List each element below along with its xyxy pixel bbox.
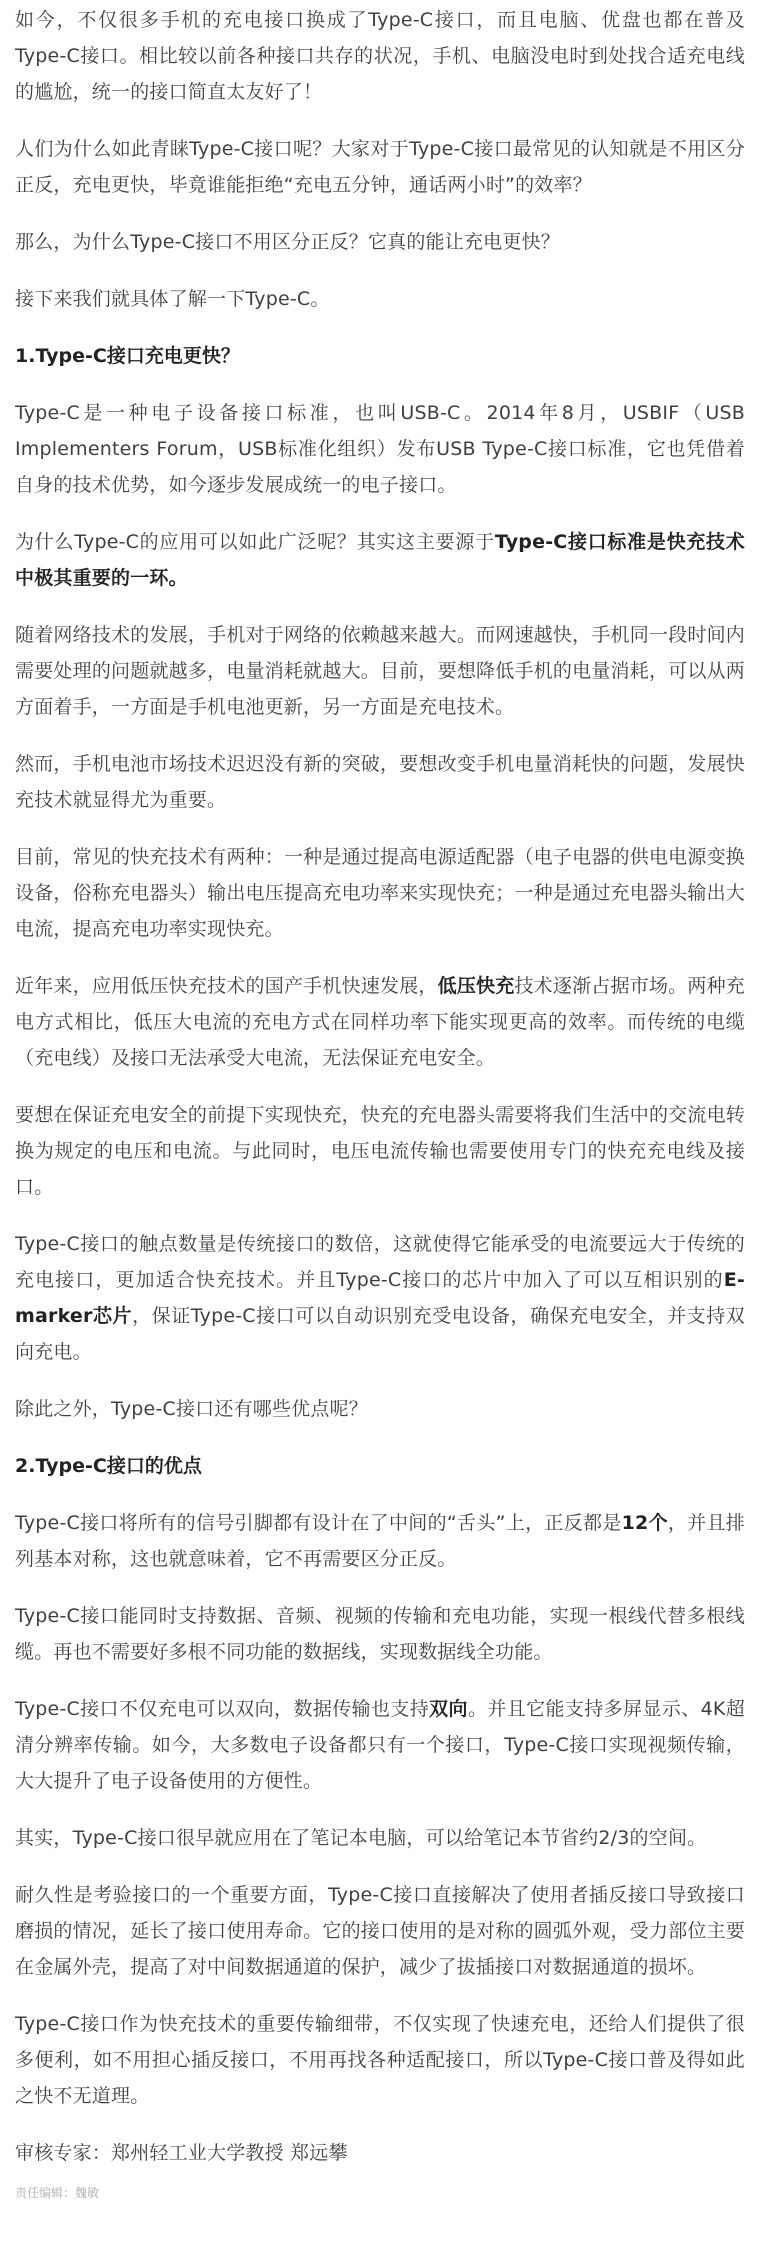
paragraph-symmetric-pins xyxy=(15,1505,745,1577)
text-span: 近年来，应用低压快充技术的国产手机快速发展， xyxy=(15,975,438,997)
paragraph-conclusion: Type-C接口作为快充技术的重要传输细带，不仅实现了快速充电，还给人们提供了很多便利，如不用担心插反接口，不用再找各种适配接口，所以Type-C接口普及得如此之快不无道理。 xyxy=(15,2013,745,2107)
paragraph-standard-intro: Type-C是一种电子设备接口标准，也叫USB-C。2014年8月，USBIF（USB Implementers Forum，USB标准化组织）发布USB Type-C接口标准，它也凭借着自身的技术优势，如今逐步发展成统一的电子接口。 xyxy=(15,402,745,496)
paragraph-low-voltage xyxy=(15,968,745,1076)
paragraph-why-widely-used xyxy=(15,524,745,596)
text-span: 技术逐渐占据市场。两种充电方式相比，低压大电流的充电方式在同样功率下能实现更高的效率。而传统的电缆（充电线）及接口无法承受大电流，无法保证充电安全。 xyxy=(15,975,745,1069)
text-span: ，并且排列基本对称，这也就意味着，它不再需要区分正反。 xyxy=(15,1512,746,1570)
bold-emphasis: Type-C接口标准是快充技术中极其重要的一环。 xyxy=(15,531,745,589)
paragraph-other-advantages: 除此之外，Type-C接口还有哪些优点呢？ xyxy=(15,1398,368,1420)
bold-emphasis: 12个 xyxy=(621,1512,668,1534)
paragraph-safety: 要想在保证充电安全的前提下实现快充，快充的充电器头需要将我们生活中的交流电转换为规定的电压和电流。与此同时，电压电流传输也需要使用专门的快充充电线及接口。 xyxy=(15,1104,745,1198)
paragraph-network-dependence: 随着网络技术的发展，手机对于网络的依赖越来越大。而网速越快，手机同一段时间内需要处理的问题就越多，电量消耗就越大。目前，要想降低手机的电量消耗，可以从两方面着手，一方面是手机电池更新，另一方面是充电技术。 xyxy=(15,624,745,718)
text-span: Type-C接口将所有的信号引脚都有设计在了中间的“舌头”上，正反都是 xyxy=(15,1512,622,1534)
text-span: 为什么Type-C的应用可以如此广泛呢？其实这主要源于 xyxy=(15,531,495,553)
reviewer-credit: 审核专家：郑州轻工业大学教授 郑远攀 xyxy=(15,2142,348,2164)
paragraph-why-popular: 人们为什么如此青睐Type-C接口呢？大家对于Type-C接口最常见的认知就是不用区分正反，充电更快，毕竟谁能拒绝“充电五分钟，通话两小时”的效率？ xyxy=(15,138,745,196)
paragraph-durability: 耐久性是考验接口的一个重要方面，Type-C接口直接解决了使用者插反接口导致接口磨损的情况，延长了接口使用寿命。它的接口使用的是对称的圆弧外观，受力部位主要在金属外壳，提高了对中间数据通道的保护，减少了拔插接口对数据通道的损坏。 xyxy=(15,1884,745,1978)
bold-emphasis: 双向 xyxy=(429,1698,468,1720)
paragraph-intro: 如今，不仅很多手机的充电接口换成了Type-C接口，而且电脑、优盘也都在普及Type-C接口。相比较以前各种接口共存的状况，手机、电脑没电时到处找合适充电线的尴尬，统一的接口简直太友好了！ xyxy=(15,9,745,103)
bold-emphasis: 低压快充 xyxy=(437,975,515,997)
editor-credit: 责任编辑：魏敏 xyxy=(15,2186,100,2200)
paragraph-bidirectional xyxy=(15,1691,745,1799)
paragraph-battery-stagnation: 然而，手机电池市场技术迟迟没有新的突破，要想改变手机电量消耗快的问题，发展快充技术就显得尤为重要。 xyxy=(15,753,745,811)
text-span: ，保证Type-C接口可以自动识别充受电设备，确保充电安全，并支持双向充电。 xyxy=(15,1305,745,1363)
text-span: 。并且它能支持多屏显示、4K超清分辨率传输。如今，大多数电子设备都只有一个接口，Type-C接口实现视频传输，大大提升了电子设备使用的方便性。 xyxy=(15,1698,745,1792)
text-span: Type-C接口不仅充电可以双向，数据传输也支持 xyxy=(15,1698,430,1720)
section-heading-faster-charging: 1.Type-C接口充电更快？ xyxy=(15,345,240,367)
paragraph-laptop-space: 其实，Type-C接口很早就应用在了笔记本电脑，可以给笔记本节省约2/3的空间。 xyxy=(15,1827,707,1849)
paragraph-multi-function: Type-C接口能同时支持数据、音频、视频的传输和充电功能，实现一根线代替多根线缆。再也不需要好多根不同功能的数据线，实现数据线全功能。 xyxy=(15,1605,745,1663)
paragraph-next: 接下来我们就具体了解一下Type-C。 xyxy=(15,288,330,310)
paragraph-contacts-emarker xyxy=(15,1226,745,1370)
paragraph-question: 那么，为什么Type-C接口不用区分正反？它真的能让充电更快？ xyxy=(15,231,560,253)
paragraph-fast-charge-types: 目前，常见的快充技术有两种：一种是通过提高电源适配器（电子电器的供电电源变换设备，俗称充电器头）输出电压提高充电功率来实现快充；一种是通过充电器头输出大电流，提高充电功率实现快充。 xyxy=(15,846,745,940)
bold-emphasis: E-marker芯片 xyxy=(15,1269,745,1327)
text-span: Type-C接口的触点数量是传统接口的数倍，这就使得它能承受的电流要远大于传统的充电接口，更加适合快充技术。并且Type-C接口的芯片中加入了可以互相识别的 xyxy=(15,1233,745,1291)
section-heading-advantages: 2.Type-C接口的优点 xyxy=(15,1455,202,1477)
